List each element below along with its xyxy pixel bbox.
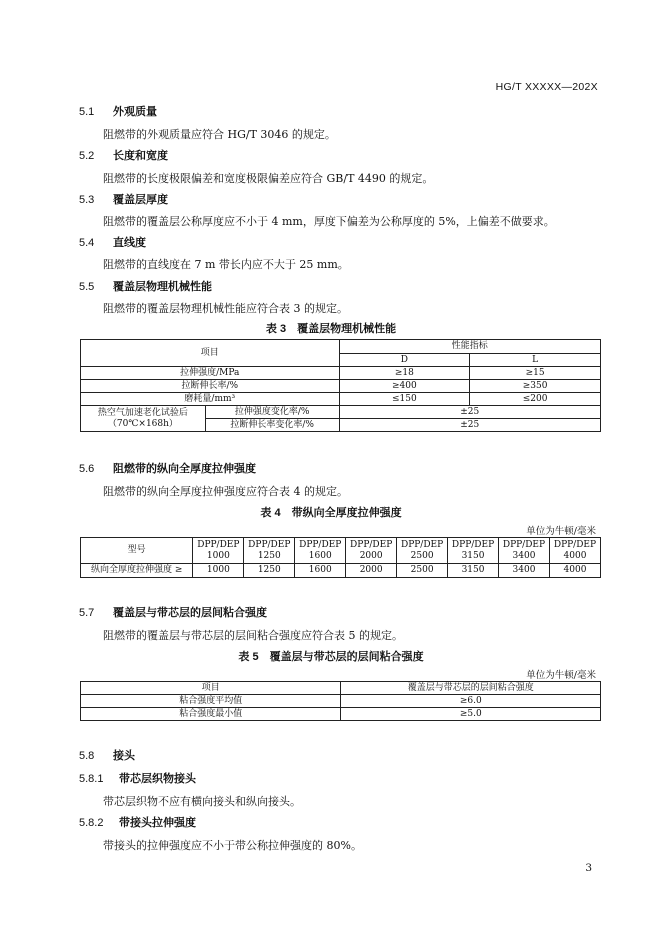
table5-caption: 表 5 覆盖层与带芯层的层间粘合强度 <box>238 651 424 663</box>
table-row <box>81 406 601 419</box>
table3-aging-item: 拉伸强度变化率/% <box>205 406 339 419</box>
section-heading: 5.8.1 带芯层织物接头 <box>79 773 196 785</box>
section-body: 阻燃带的外观质量应符合 HG/T 3046 的规定。 <box>103 128 336 141</box>
section-body: 带芯层织物不应有横向接头和纵向接头。 <box>103 795 301 808</box>
table4-model: DPP/DEP 3400 <box>499 538 550 564</box>
table4-value: 3150 <box>448 564 499 578</box>
table4-unit: 单位为牛顿/毫米 <box>526 526 596 537</box>
section-heading: 5.8 接头 <box>79 750 135 762</box>
document-code: HG/T XXXXX—202X <box>495 81 598 93</box>
section-heading: 5.8.2 带接头拉伸强度 <box>79 817 196 829</box>
table4 <box>80 537 601 578</box>
table-row <box>81 380 601 393</box>
table3-l: ≥350 <box>470 380 601 393</box>
table4-model: DPP/DEP 1250 <box>244 538 295 564</box>
table4-value: 3400 <box>499 564 550 578</box>
table3-l: ≥15 <box>470 367 601 380</box>
table3-aging-value: ±25 <box>339 406 600 419</box>
section-heading: 5.5 覆盖层物理机械性能 <box>79 281 212 293</box>
table4-head-label: 型号 <box>81 538 193 564</box>
table-row <box>81 564 601 578</box>
table3-aging-label: 热空气加速老化试验后 （70℃×168h） <box>81 406 206 432</box>
table3-item: 拉伸强度/MPa <box>81 367 340 380</box>
section-heading: 5.3 覆盖层厚度 <box>79 194 168 206</box>
table4-model: DPP/DEP 2500 <box>397 538 448 564</box>
table4-model: DPP/DEP 1600 <box>295 538 346 564</box>
table5-unit: 单位为牛顿/毫米 <box>526 670 596 681</box>
section-body: 阻燃带的覆盖层与带芯层的层间粘合强度应符合表 5 的规定。 <box>103 629 403 642</box>
table3-d: ≥18 <box>339 367 470 380</box>
section-body: 阻燃带的覆盖层公称厚度应不小于 4 mm，厚度下偏差为公称厚度的 5%，上偏差不做要求。 <box>103 215 555 228</box>
table3-item: 磨耗量/mm³ <box>81 393 340 406</box>
table-row <box>81 393 601 406</box>
section-heading: 5.6 阻燃带的纵向全厚度拉伸强度 <box>79 463 256 475</box>
table3-item: 拉断伸长率/% <box>81 380 340 393</box>
table3-d: ≥400 <box>339 380 470 393</box>
table4-row-label: 纵向全厚度拉伸强度 ≥ <box>81 564 193 578</box>
table5-head-value: 覆盖层与带芯层的层间粘合强度 <box>341 682 601 695</box>
table4-model: DPP/DEP 3150 <box>448 538 499 564</box>
section-body: 带接头的拉伸强度应不小于带公称拉伸强度的 80%。 <box>103 839 362 852</box>
table3-head-perf: 性能指标 <box>339 340 600 354</box>
table-row <box>81 695 601 708</box>
table3-head-item: 项目 <box>81 340 340 367</box>
table-row <box>81 708 601 721</box>
table5-value: ≥5.0 <box>341 708 601 721</box>
table5-item: 粘合强度平均值 <box>81 695 341 708</box>
table3-l: ≤200 <box>470 393 601 406</box>
section-body: 阻燃带的长度极限偏差和宽度极限偏差应符合 GB/T 4490 的规定。 <box>103 172 434 185</box>
table3-caption: 表 3 覆盖层物理机械性能 <box>265 323 397 335</box>
section-body: 阻燃带的直线度在 7 m 带长内应不大于 25 mm。 <box>103 258 349 271</box>
table4-value: 1250 <box>244 564 295 578</box>
table4-model: DPP/DEP 1000 <box>193 538 244 564</box>
table4-value: 2500 <box>397 564 448 578</box>
table5-head-item: 项目 <box>81 682 341 695</box>
section-body: 阻燃带的纵向全厚度拉伸强度应符合表 4 的规定。 <box>103 485 348 498</box>
table5-item: 粘合强度最小值 <box>81 708 341 721</box>
section-heading: 5.4 直线度 <box>79 237 146 249</box>
table3-aging-value: ±25 <box>339 419 600 432</box>
table4-value: 4000 <box>549 564 600 578</box>
table3-head-l: L <box>470 354 601 367</box>
table5-value: ≥6.0 <box>341 695 601 708</box>
table4-value: 2000 <box>346 564 397 578</box>
table4-model: DPP/DEP 4000 <box>549 538 600 564</box>
page-number: 3 <box>585 862 592 874</box>
table4-value: 1000 <box>193 564 244 578</box>
table3 <box>80 339 601 432</box>
table3-head-d: D <box>339 354 470 367</box>
table3-aging-item: 拉断伸长率变化率/% <box>205 419 339 432</box>
section-heading: 5.7 覆盖层与带芯层的层间粘合强度 <box>79 607 267 619</box>
table3-d: ≤150 <box>339 393 470 406</box>
table5 <box>80 681 601 721</box>
section-heading: 5.2 长度和宽度 <box>79 150 168 162</box>
table-row <box>81 367 601 380</box>
table4-value: 1600 <box>295 564 346 578</box>
table4-model: DPP/DEP 2000 <box>346 538 397 564</box>
section-body: 阻燃带的覆盖层物理机械性能应符合表 3 的规定。 <box>103 302 348 315</box>
section-heading: 5.1 外观质量 <box>79 106 157 118</box>
table4-caption: 表 4 带纵向全厚度拉伸强度 <box>260 507 402 519</box>
